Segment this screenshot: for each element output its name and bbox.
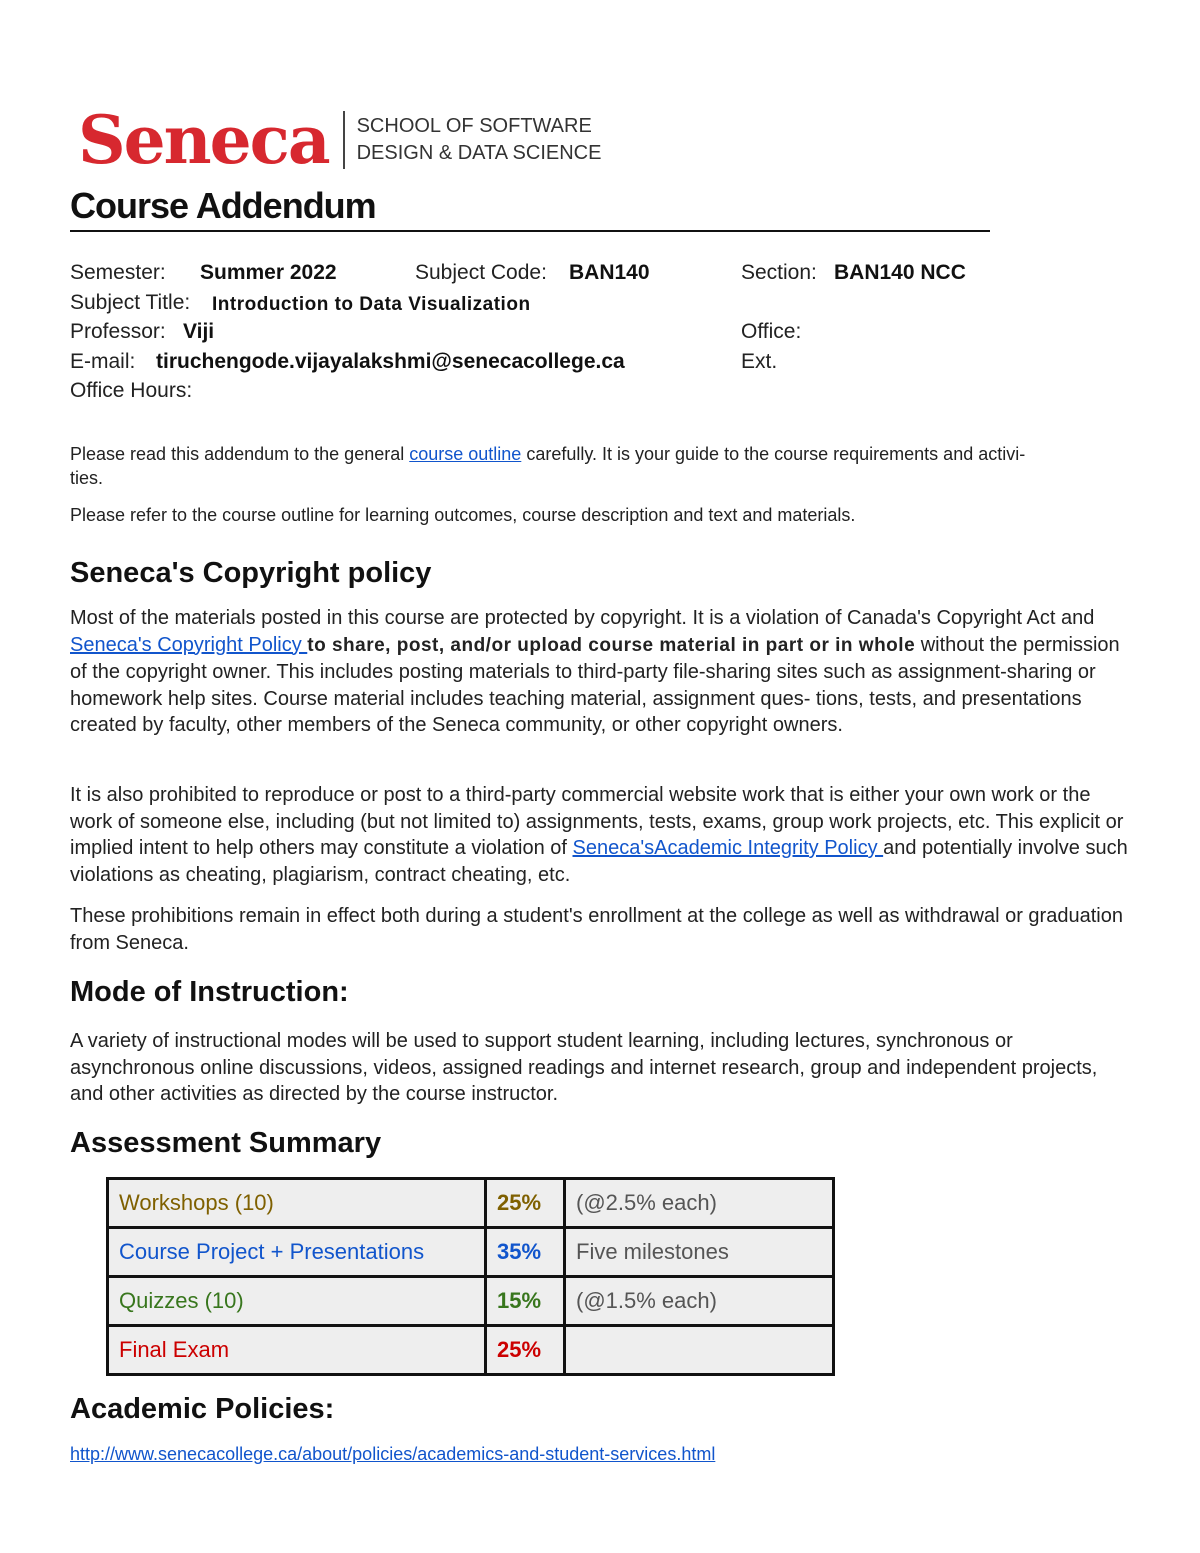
- academic-integrity-link[interactable]: Seneca'sAcademic Integrity Policy: [572, 837, 884, 859]
- office-hours-label: Office Hours:: [70, 379, 193, 402]
- assessment-weight: 35%: [486, 1228, 565, 1277]
- copyright-p2-text-cont: and potentially involve such violations as cheating, plagiarism, contract cheating, etc.: [70, 837, 1128, 886]
- mode-paragraph: A variety of instructional modes will be used to support student learning, including lectures, synchronous or asynchronous online discussions, videos, assigned readings and internet research, group and independent projects, and other activities as directed by the course instructor.: [70, 1030, 1098, 1105]
- copyright-text-cont: without the permission of the copyright owner. This includes posting materials to third-party file-sharing sites such as assignment-sharing or homework help sites. Course material includes teaching material, assignment ques- tions, tests, and presentations created by faculty, other members of the Seneca community, or other copyright owners.: [70, 633, 1120, 736]
- semester-value: Summer 2022: [200, 261, 337, 284]
- logo-divider: [343, 111, 345, 169]
- school-name: [357, 113, 602, 167]
- assessment-note: (@2.5% each): [565, 1179, 834, 1228]
- copyright-text: Most of the materials posted in this course are protected by copyright. It is a violation of Canada's Copyright Act and: [70, 607, 1095, 629]
- info-row-office-hours: [70, 376, 1130, 406]
- course-outline-link[interactable]: course outline: [409, 444, 522, 464]
- copyright-paragraph-2: [70, 782, 1130, 888]
- course-info: [70, 258, 1130, 406]
- page-title: Course Addendum: [70, 184, 990, 232]
- info-row-subject-title: [70, 288, 1130, 318]
- assessment-weight: 15%: [486, 1277, 565, 1326]
- assessment-table: [106, 1177, 835, 1376]
- table-row: [108, 1277, 834, 1326]
- intro-paragraph-1: [70, 442, 1132, 490]
- info-row-professor: [70, 317, 1130, 347]
- email-label: E-mail:: [70, 349, 136, 373]
- ext-label: Ext.: [741, 349, 778, 373]
- professor-value: Viji: [183, 320, 215, 343]
- copyright-p2-text: It is also prohibited to reproduce or post to a third-party commercial website work that is either your own work or the work of someone else, including (but not limited to) assignments, tests, exams, group work projects, etc. This explicit or implied intent to help others may constitute a violation of: [70, 784, 1124, 859]
- school-line-1: SCHOOL OF SOFTWARE: [356, 115, 592, 137]
- assessment-note: (@1.5% each): [565, 1277, 834, 1326]
- assessment-weight: 25%: [486, 1179, 565, 1228]
- subject-title-value: Introduction to Data Visualization: [212, 293, 531, 315]
- copyright-paragraph-3: These prohibitions remain in effect both during a student's enrollment at the college as well as withdrawal or graduation from Seneca.: [70, 905, 1123, 954]
- mode-heading: Mode of Instruction:: [70, 976, 349, 1008]
- intro-text-line2: ties.: [70, 468, 104, 488]
- subject-code-label: Subject Code:: [415, 261, 547, 284]
- intro-paragraph-2: Please refer to the course outline for learning outcomes, course description and text and materials.: [70, 505, 856, 525]
- intro-text-cont: carefully. It is your guide to the course requirements and activi-: [521, 444, 1026, 464]
- semester-label: Semester:: [70, 261, 166, 284]
- office-label: Office:: [741, 320, 802, 343]
- table-row: [108, 1179, 834, 1228]
- copyright-bold-text: to share, post, and/or upload course material in part or in whole: [307, 634, 916, 656]
- assessment-weight: 25%: [486, 1326, 565, 1375]
- assessment-heading: Assessment Summary: [70, 1127, 382, 1159]
- section-value: BAN140 NCC: [834, 261, 966, 284]
- assessment-item: Final Exam: [108, 1326, 486, 1375]
- policies-link[interactable]: http://www.senecacollege.ca/about/policies/academics-and-student-services.html: [70, 1444, 716, 1464]
- assessment-note: Five milestones: [565, 1228, 834, 1277]
- table-row: [108, 1326, 834, 1375]
- assessment-note: [565, 1326, 834, 1375]
- policies-heading: Academic Policies:: [70, 1393, 335, 1425]
- info-row-semester: [70, 258, 1130, 288]
- copyright-heading: Seneca's Copyright policy: [70, 557, 432, 589]
- subject-code-value: BAN140: [569, 261, 650, 284]
- professor-label: Professor:: [70, 320, 166, 343]
- info-row-email: [70, 347, 1130, 377]
- copyright-paragraph-1: [70, 605, 1130, 739]
- school-line-2: DESIGN & DATA SCIENCE: [356, 142, 602, 164]
- table-row: [108, 1228, 834, 1277]
- logo-wordmark: Seneca: [78, 101, 329, 179]
- intro-text: Please read this addendum to the general: [70, 444, 410, 464]
- assessment-item: Workshops (10): [108, 1179, 486, 1228]
- section-label: Section:: [741, 261, 817, 284]
- assessment-item: Quizzes (10): [108, 1277, 486, 1326]
- assessment-item: Course Project + Presentations: [108, 1228, 486, 1277]
- copyright-policy-link[interactable]: Seneca's Copyright Policy: [70, 633, 308, 656]
- subject-title-label: Subject Title:: [70, 290, 191, 314]
- email-value: tiruchengode.vijayalakshmi@senecacollege.ca: [156, 349, 625, 373]
- seneca-logo: [78, 101, 602, 179]
